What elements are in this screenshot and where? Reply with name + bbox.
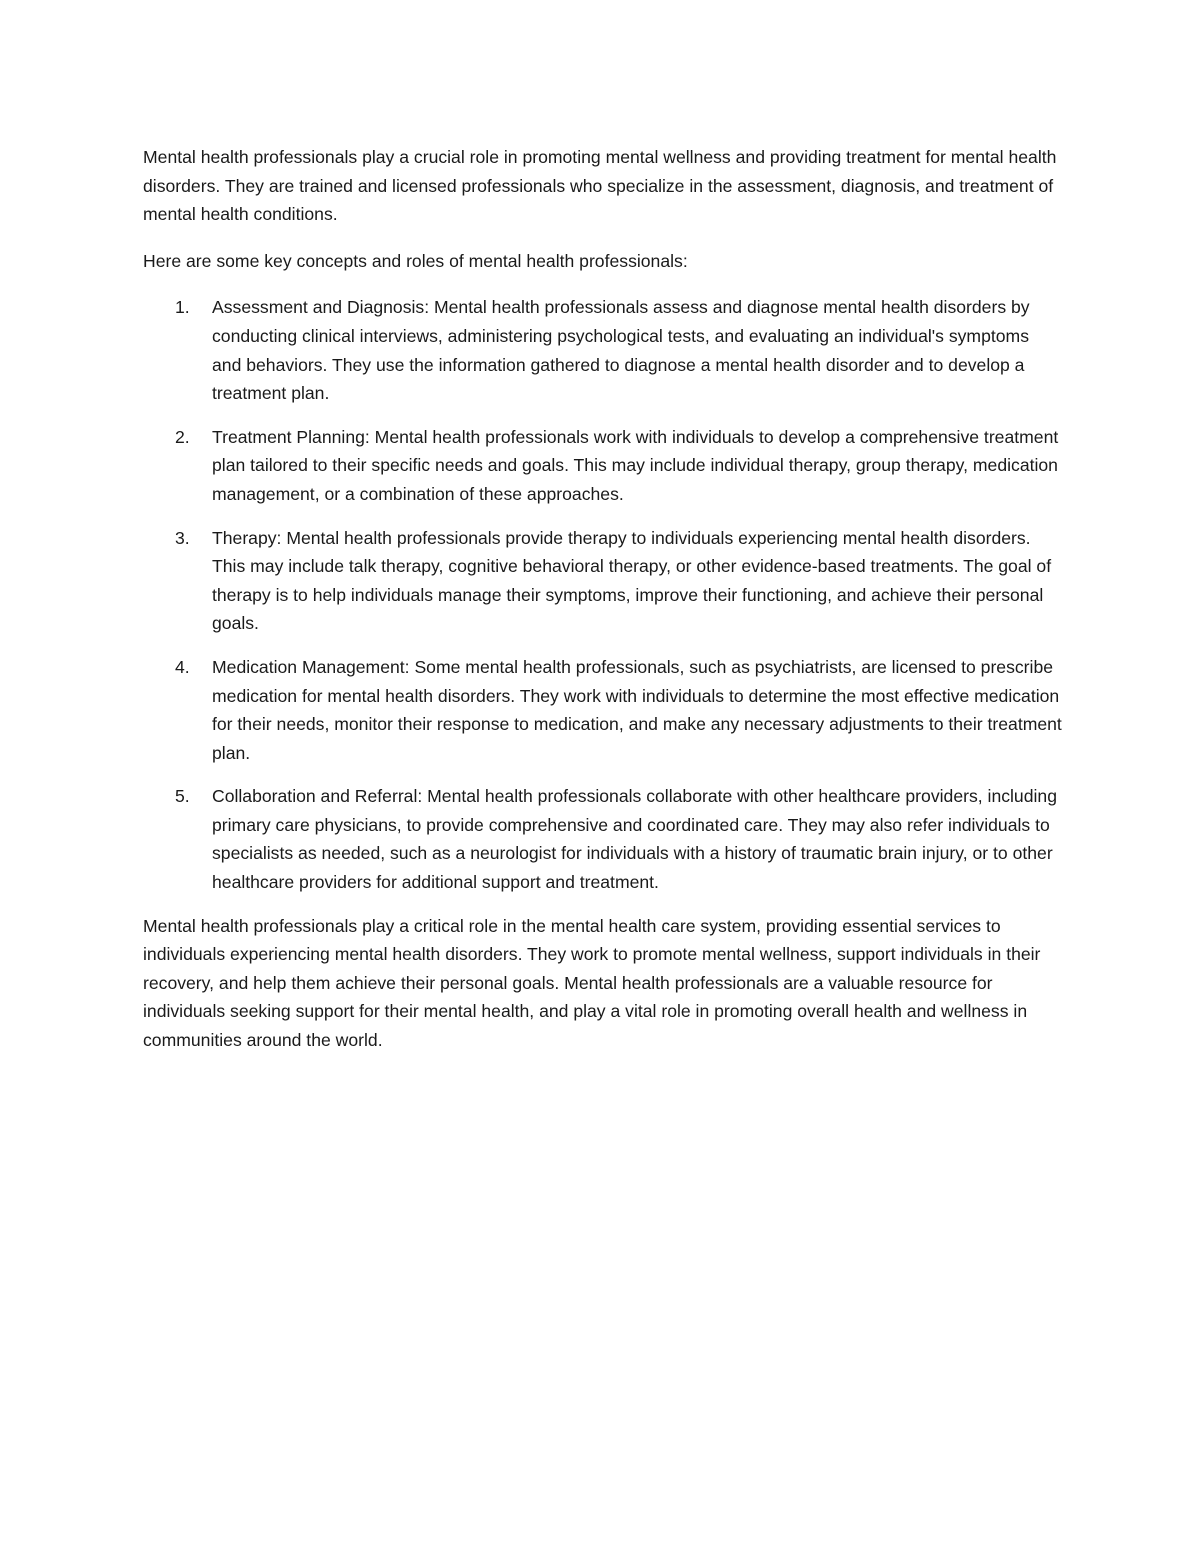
list-item-number: 4. — [175, 656, 190, 677]
list-item-text: Therapy: Mental health professionals provide therapy to individuals experiencing mental health disorders. This may include talk therapy, cognitive behavioral therapy, or other evidence-based treatments. The goal of therapy is to help individuals manage their symptoms, improve their functioning, and achieve their personal goals. — [212, 527, 1052, 634]
closing-paragraph: Mental health professionals play a critical role in the mental health care system, providing essential services to individuals experiencing mental health disorders. They work to promote mental wellness, support individuals in their recovery, and help them achieve their personal goals. Mental health professionals are a valuable resource for individuals seeking support for their mental health, and play a vital role in promoting overall health and wellness in communities around the world. — [143, 915, 1041, 1051]
list-item — [143, 293, 1063, 407]
list-item-text: Collaboration and Referral: Mental health professionals collaborate with other healthcare providers, including primary care physicians, to provide comprehensive and coordinated care. They may also refer individuals to specialists as needed, such as a neurologist for individuals with a history of traumatic brain injury, or to other healthcare providers for additional support and treatment. — [212, 786, 1057, 893]
list-item-text: Treatment Planning: Mental health professionals work with individuals to develop a comprehensive treatment plan tailored to their specific needs and goals. This may include individual therapy, group therapy, medication management, or a combination of these approaches. — [212, 426, 1059, 504]
list-item — [143, 782, 1063, 896]
list-item-number: 1. — [175, 297, 190, 318]
list-lead-paragraph: Here are some key concepts and roles of mental health professionals: — [143, 250, 688, 271]
roles-list — [143, 293, 1063, 896]
list-item-text: Assessment and Diagnosis: Mental health professionals assess and diagnose mental health disorders by conducting clinical interviews, administering psychological tests, and evaluating an individual's symptoms and behaviors. They use the information gathered to diagnose a mental health disorder and to develop a treatment plan. — [212, 297, 1030, 404]
list-item-text: Medication Management: Some mental health professionals, such as psychiatrists, are licensed to prescribe medication for mental health disorders. They work with individuals to determine the most effective medication for their needs, monitor their response to medication, and make any necessary adjustments to their treatment plan. — [212, 656, 1062, 763]
list-item — [143, 423, 1063, 509]
list-item-number: 2. — [175, 426, 190, 447]
intro-paragraph: Mental health professionals play a crucial role in promoting mental wellness and providing treatment for mental health disorders. They are trained and licensed professionals who specialize in the assessment, diagnosis, and treatment of mental health conditions. — [143, 147, 1057, 225]
list-item-number: 5. — [175, 786, 190, 807]
list-item-number: 3. — [175, 527, 190, 548]
list-item — [143, 524, 1063, 638]
document-body — [143, 143, 1063, 1055]
list-item — [143, 653, 1063, 767]
